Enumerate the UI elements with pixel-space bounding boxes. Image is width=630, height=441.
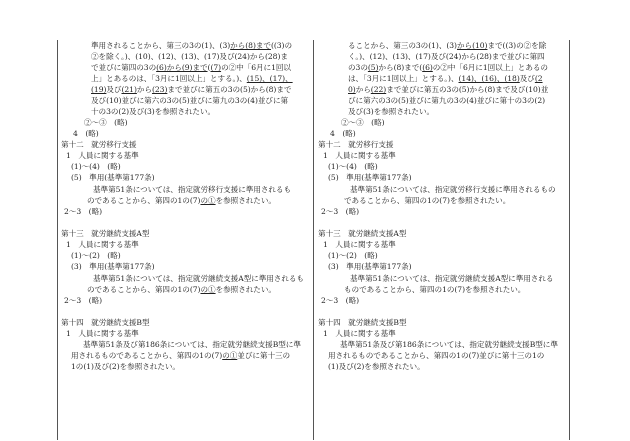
- text-segment: 及び(3)を参照されたい。: [348, 107, 435, 116]
- text-line: [330, 128, 356, 139]
- text-line: [348, 106, 434, 117]
- text-segment: ②～③ (略): [341, 118, 385, 127]
- text-segment: ②を除く。)、(10)、(12)、(13)、(17)及び(24)から(28)ま: [91, 52, 288, 61]
- text-segment: 基準第51条及び第186条については、指定就労継続支援B型に準: [83, 340, 301, 349]
- text-segment: 1 人員に関する基準: [323, 151, 396, 160]
- text-segment: 基準第51条については、指定就労移行支援に準用されるもの: [350, 185, 556, 194]
- text-line: [350, 184, 556, 195]
- text-line: [318, 139, 393, 150]
- text-segment: で並びに第四の3の: [91, 63, 157, 72]
- underlined-text: の①: [200, 196, 216, 205]
- underlined-text: (21): [121, 85, 137, 94]
- text-segment: (1)及び(2)を参照されたい。: [328, 362, 425, 371]
- text-line: [71, 172, 155, 183]
- text-segment: のであることから、第四の1の(7): [87, 285, 201, 294]
- text-segment: (1)～(2) (略): [71, 251, 121, 260]
- underlined-text: (2: [534, 74, 543, 83]
- text-segment: の3の: [348, 63, 368, 72]
- underlined-text: (6)から(9)まで: [156, 63, 208, 72]
- text-line: [66, 328, 139, 339]
- text-segment: は、「3月に1回以上」とする。)、: [348, 74, 459, 83]
- text-segment: 十の3の(2)及び(3)を参照されたい。: [91, 107, 216, 116]
- text-segment: から: [355, 85, 371, 94]
- text-segment: のであることから、第四の1の(7): [87, 196, 201, 205]
- text-line: [91, 84, 291, 95]
- text-line: [348, 51, 545, 62]
- underlined-text: の①: [222, 351, 238, 360]
- text-line: [328, 361, 425, 372]
- text-segment: 2～3 (略): [64, 207, 103, 216]
- text-segment: 第十二 就労移行支援: [318, 140, 394, 149]
- text-line: [71, 250, 121, 261]
- text-line: [323, 150, 396, 161]
- underlined-text: から(10): [456, 41, 488, 50]
- text-line: [84, 117, 128, 128]
- text-line: [321, 295, 359, 306]
- text-line: [348, 84, 548, 95]
- text-line: [91, 106, 215, 117]
- text-line: [318, 228, 406, 239]
- text-segment: 1 人員に関する基準: [66, 240, 139, 249]
- text-segment: (1)～(4) (略): [71, 162, 121, 171]
- text-segment: 及び: [519, 74, 535, 83]
- text-line: [87, 284, 276, 295]
- text-line: [344, 195, 510, 206]
- text-segment: (: [207, 63, 211, 72]
- text-line: [66, 150, 139, 161]
- text-segment: 用されるものであることから、第四の1の(7)並びに第十三の1の: [328, 351, 545, 360]
- text-segment: まで並びに第五の3の(5)から(8)まで及び(10)並: [386, 85, 549, 94]
- text-segment: (5) 準用(基準第177条): [71, 173, 155, 182]
- text-segment: 基準第51条については、指定就労継続支援A型に準用されるも: [93, 274, 304, 283]
- text-line: [73, 128, 99, 139]
- text-segment: びに第六の3の(5)並びに第九の3の(4)並びに第十の3の(2): [348, 96, 546, 105]
- underlined-text: (23): [151, 85, 168, 94]
- text-segment: 第十二 就労移行支援: [61, 140, 137, 149]
- text-segment: を参照されたい。: [215, 196, 276, 205]
- text-segment: ものであることから、第四の1の(7)を参照されたい。: [344, 285, 526, 294]
- text-segment: ることから、第三の3の(1)、(3): [348, 41, 457, 50]
- text-segment: 第十三 就労継続支援A型: [61, 229, 150, 238]
- text-segment: 第十四 就労継続支援B型: [61, 318, 150, 327]
- text-line: [344, 284, 525, 295]
- text-line: [348, 95, 545, 106]
- text-line: [71, 261, 155, 272]
- underlined-text: (7): [210, 63, 222, 72]
- text-line: [91, 95, 288, 106]
- text-segment: の②中「6月に1回以上」とあるの: [432, 63, 548, 72]
- text-segment: 4 (略): [330, 129, 356, 138]
- text-segment: (1)～(4) (略): [328, 162, 378, 171]
- left-border-line: [57, 40, 58, 440]
- text-segment: 2～3 (略): [321, 296, 360, 305]
- text-segment: 4 (略): [73, 129, 99, 138]
- text-line: [91, 40, 292, 51]
- text-segment: ②～③ (略): [84, 118, 128, 127]
- text-segment: 第十四 就労継続支援B型: [318, 318, 407, 327]
- text-line: [66, 239, 139, 250]
- text-line: [93, 184, 291, 195]
- text-line: [93, 273, 304, 284]
- underlined-text: (5): [367, 63, 379, 72]
- text-segment: 1の(1)及び(2)を参照されたい。: [71, 362, 180, 371]
- text-line: [91, 51, 288, 62]
- text-segment: まで並びに第五の3の(5)から(8)まで: [167, 85, 292, 94]
- text-segment: 基準第51条については、指定就労移行支援に準用されるも: [93, 185, 292, 194]
- column-divider-line: [313, 40, 314, 440]
- text-line: [91, 62, 291, 73]
- text-segment: (1)～(2) (略): [328, 251, 378, 260]
- text-segment: であることから、第四の1の(7)を参照されたい。: [344, 196, 511, 205]
- text-line: [321, 206, 359, 217]
- text-segment: 第十三 就労継続支援A型: [318, 229, 407, 238]
- text-line: [323, 239, 396, 250]
- text-line: [318, 317, 407, 328]
- text-segment: 1 人員に関する基準: [323, 329, 396, 338]
- underlined-text: 0): [348, 85, 356, 94]
- text-segment: 基準第51条及び第186条については、指定就労継続支援B型に準: [340, 340, 558, 349]
- text-segment: の②中「6月に1回以: [221, 63, 291, 72]
- text-segment: 1 人員に関する基準: [323, 240, 396, 249]
- text-segment: く。)、(12)、(13)、(17)及び(24)から(28)まで並びに第四: [348, 52, 545, 61]
- text-segment: から(8)まで(: [378, 63, 423, 72]
- text-line: [348, 73, 543, 84]
- text-segment: 上」とあるのは、「3月に1回以上」とする。)、: [91, 74, 247, 83]
- text-line: [323, 328, 396, 339]
- text-line: [328, 250, 378, 261]
- text-line: [64, 295, 102, 306]
- text-segment: 基準第51条については、指定就労継続支援A型に準用される: [350, 274, 554, 283]
- text-segment: まで((3)の②を除: [487, 41, 547, 50]
- text-segment: (3) 準用(基準第177条): [328, 262, 412, 271]
- text-segment: 並びに第十三の: [237, 351, 291, 360]
- text-segment: 及び(10)並びに第六の3の(5)並びに第九の3の(4)並びに第: [91, 96, 289, 105]
- text-line: [328, 172, 412, 183]
- text-line: [71, 161, 121, 172]
- text-segment: 1 人員に関する基準: [66, 151, 139, 160]
- text-line: [348, 40, 546, 51]
- text-line: [87, 195, 276, 206]
- underlined-text: (15)、(17)、: [246, 74, 293, 83]
- text-line: [61, 139, 136, 150]
- underlined-text: の①: [200, 285, 216, 294]
- text-segment: を参照されたい。: [215, 285, 276, 294]
- right-border-line: [569, 40, 570, 440]
- underlined-text: から(8)まで: [230, 41, 271, 50]
- text-segment: 2～3 (略): [64, 296, 103, 305]
- text-segment: 及び: [106, 85, 122, 94]
- underlined-text: (6): [422, 63, 433, 72]
- text-segment: (5) 準用(基準第177条): [328, 173, 412, 182]
- text-line: [71, 350, 290, 361]
- underlined-text: (19): [91, 85, 107, 94]
- text-line: [61, 317, 150, 328]
- underlined-text: (22): [370, 85, 387, 94]
- text-segment: 用されるものであることから、第四の1の(7): [71, 351, 223, 360]
- text-line: [348, 62, 548, 73]
- text-line: [91, 73, 293, 84]
- text-line: [328, 161, 378, 172]
- text-line: [61, 228, 149, 239]
- text-line: [341, 117, 385, 128]
- text-line: [83, 339, 301, 350]
- text-segment: 準用されることから、第三の3の(1)、(3): [91, 41, 231, 50]
- text-segment: ((3)の: [270, 41, 293, 50]
- text-line: [71, 361, 180, 372]
- text-line: [64, 206, 102, 217]
- text-segment: から: [136, 85, 152, 94]
- text-line: [350, 273, 553, 284]
- text-segment: 2～3 (略): [321, 207, 360, 216]
- text-line: [340, 339, 558, 350]
- text-segment: (3) 準用(基準第177条): [71, 262, 155, 271]
- text-line: [328, 350, 544, 361]
- text-segment: 1 人員に関する基準: [66, 329, 139, 338]
- text-line: [328, 261, 412, 272]
- underlined-text: (14)、(16)、(18): [458, 74, 520, 83]
